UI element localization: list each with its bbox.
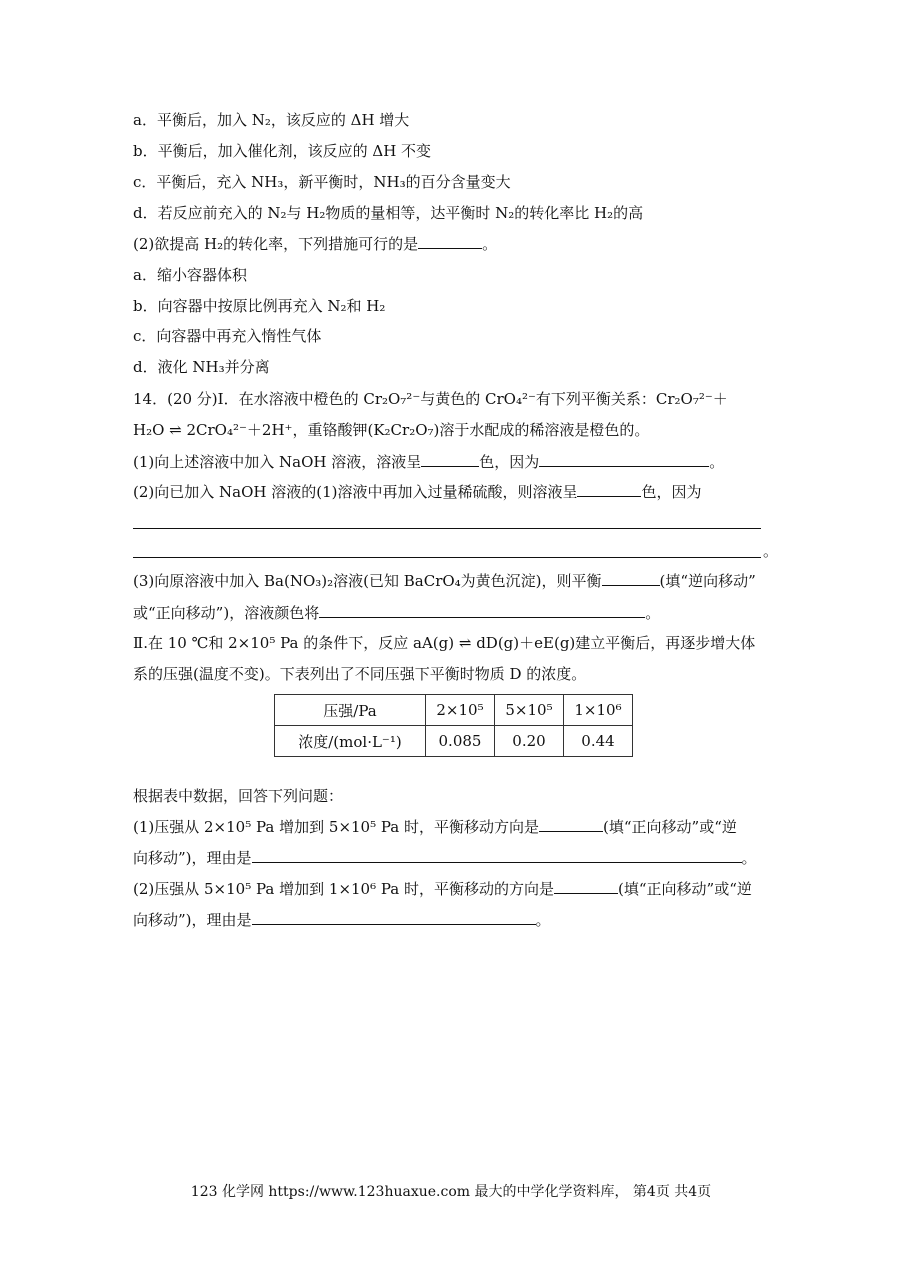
- question-14-II-1-line-2: [133, 848, 757, 868]
- option-13-1-b: b．平衡后，加入催化剂，该反应的 ΔH 不变: [133, 142, 432, 160]
- question-14-II-2-line-2: [133, 910, 551, 930]
- period: 。: [482, 235, 498, 253]
- period: 。: [709, 453, 725, 471]
- option-13-1-a: a．平衡后，加入 N₂，该反应的 ΔH 增大: [133, 111, 410, 129]
- answer-blank[interactable]: [577, 482, 641, 497]
- answer-blank[interactable]: [252, 848, 742, 863]
- question-14-3-hint-2: 或“正向移动”)，溶液颜色将: [133, 604, 320, 622]
- question-14-II-line-1: Ⅱ.在 10 ℃和 2×10⁵ Pa 的条件下，反应 aA(g) ⇌ dD(g)＋eE(g)建立平衡后，再逐步增大体: [133, 634, 756, 652]
- question-14-II-2-line-1: [133, 879, 752, 899]
- answer-blank[interactable]: [602, 571, 660, 586]
- question-14-intro-line-1: 14．(20 分)Ⅰ．在水溶液中橙色的 Cr₂O₇²⁻与黄色的 CrO₄²⁻有下列平衡关系：Cr₂O₇²⁻＋: [133, 390, 728, 408]
- answer-blank[interactable]: [319, 603, 645, 618]
- table-header-concentration: 浓度/(mol·L⁻¹): [275, 726, 426, 757]
- option-13-2-a: a．缩小容器体积: [133, 266, 247, 284]
- table-cell: 0.20: [495, 726, 564, 757]
- question-14-II-1-line-1: [133, 817, 737, 837]
- question-14-1-stem: (1)向上述溶液中加入 NaOH 溶液，溶液呈: [133, 453, 422, 471]
- table-cell: 1×10⁶: [564, 695, 633, 726]
- question-14-II-2-hint: (填“正向移动”或“逆: [618, 880, 752, 898]
- table-cell: 0.44: [564, 726, 633, 757]
- question-14-II-1-stem: (1)压强从 2×10⁵ Pa 增加到 5×10⁵ Pa 时，平衡移动方向是: [133, 818, 540, 836]
- question-14-3-hint: (填“逆向移动”: [659, 572, 756, 590]
- question-14-II-1-reason: 向移动”)，理由是: [133, 849, 252, 867]
- question-14-2: [133, 482, 702, 502]
- question-14-II-line-2: 系的压强(温度不变)。下表列出了不同压强下平衡时物质 D 的浓度。: [133, 665, 587, 683]
- answer-line[interactable]: [133, 528, 761, 529]
- period: 。: [645, 604, 661, 622]
- table-cell: 0.085: [426, 726, 495, 757]
- option-13-2-d: d．液化 NH₃并分离: [133, 358, 270, 376]
- page-footer: 123 化学网 https://www.123huaxue.com 最大的中学化学资料库， 第4页 共4页: [190, 1184, 712, 1200]
- question-13-2-stem: (2)欲提高 H₂的转化率，下列措施可行的是: [133, 235, 419, 253]
- question-14-3-stem: (3)向原溶液中加入 Ba(NO₃)₂溶液(已知 BaCrO₄为黄色沉淀)，则平衡: [133, 572, 602, 590]
- table-row: [275, 695, 633, 726]
- table-header-pressure: 压强/Pa: [275, 695, 426, 726]
- option-13-2-c: c．向容器中再充入惰性气体: [133, 327, 322, 345]
- question-14-II-2-reason: 向移动”)，理由是: [133, 911, 252, 929]
- table-intro: 根据表中数据，回答下列问题：: [133, 787, 344, 805]
- answer-line[interactable]: [133, 557, 761, 558]
- question-14-II-1-hint: (填“正向移动”或“逆: [603, 818, 737, 836]
- period: 。: [741, 849, 757, 867]
- option-13-2-b: b．向容器中按原比例再充入 N₂和 H₂: [133, 297, 386, 315]
- question-14-3-line-2: [133, 603, 660, 623]
- table-cell: 2×10⁵: [426, 695, 495, 726]
- answer-blank[interactable]: [539, 452, 709, 467]
- question-13-2: [133, 234, 497, 254]
- answer-blank[interactable]: [252, 910, 536, 925]
- answer-blank[interactable]: [418, 234, 482, 249]
- question-14-2-middle: 色，因为: [641, 483, 702, 501]
- question-14-3-line-1: [133, 571, 756, 591]
- option-13-1-d: d．若反应前充入的 N₂与 H₂物质的量相等，达平衡时 N₂的转化率比 H₂的高: [133, 204, 644, 222]
- table-row: [275, 726, 633, 757]
- question-14-1-middle: 色，因为: [479, 453, 540, 471]
- pressure-concentration-table: [274, 694, 633, 757]
- period: 。: [535, 911, 551, 929]
- question-14-intro-line-2: H₂O ⇌ 2CrO₄²⁻＋2H⁺，重铬酸钾(K₂Cr₂O₇)溶于水配成的稀溶液是橙色的。: [133, 421, 650, 439]
- table-cell: 5×10⁵: [495, 695, 564, 726]
- period: 。: [763, 542, 779, 560]
- answer-blank[interactable]: [421, 452, 479, 467]
- question-14-1: [133, 452, 724, 472]
- option-13-1-c: c．平衡后，充入 NH₃，新平衡时，NH₃的百分含量变大: [133, 173, 511, 191]
- question-14-2-stem: (2)向已加入 NaOH 溶液的(1)溶液中再加入过量稀硫酸，则溶液呈: [133, 483, 578, 501]
- question-14-II-2-stem: (2)压强从 5×10⁵ Pa 增加到 1×10⁶ Pa 时，平衡移动的方向是: [133, 880, 555, 898]
- answer-blank[interactable]: [554, 879, 618, 894]
- answer-blank[interactable]: [539, 817, 603, 832]
